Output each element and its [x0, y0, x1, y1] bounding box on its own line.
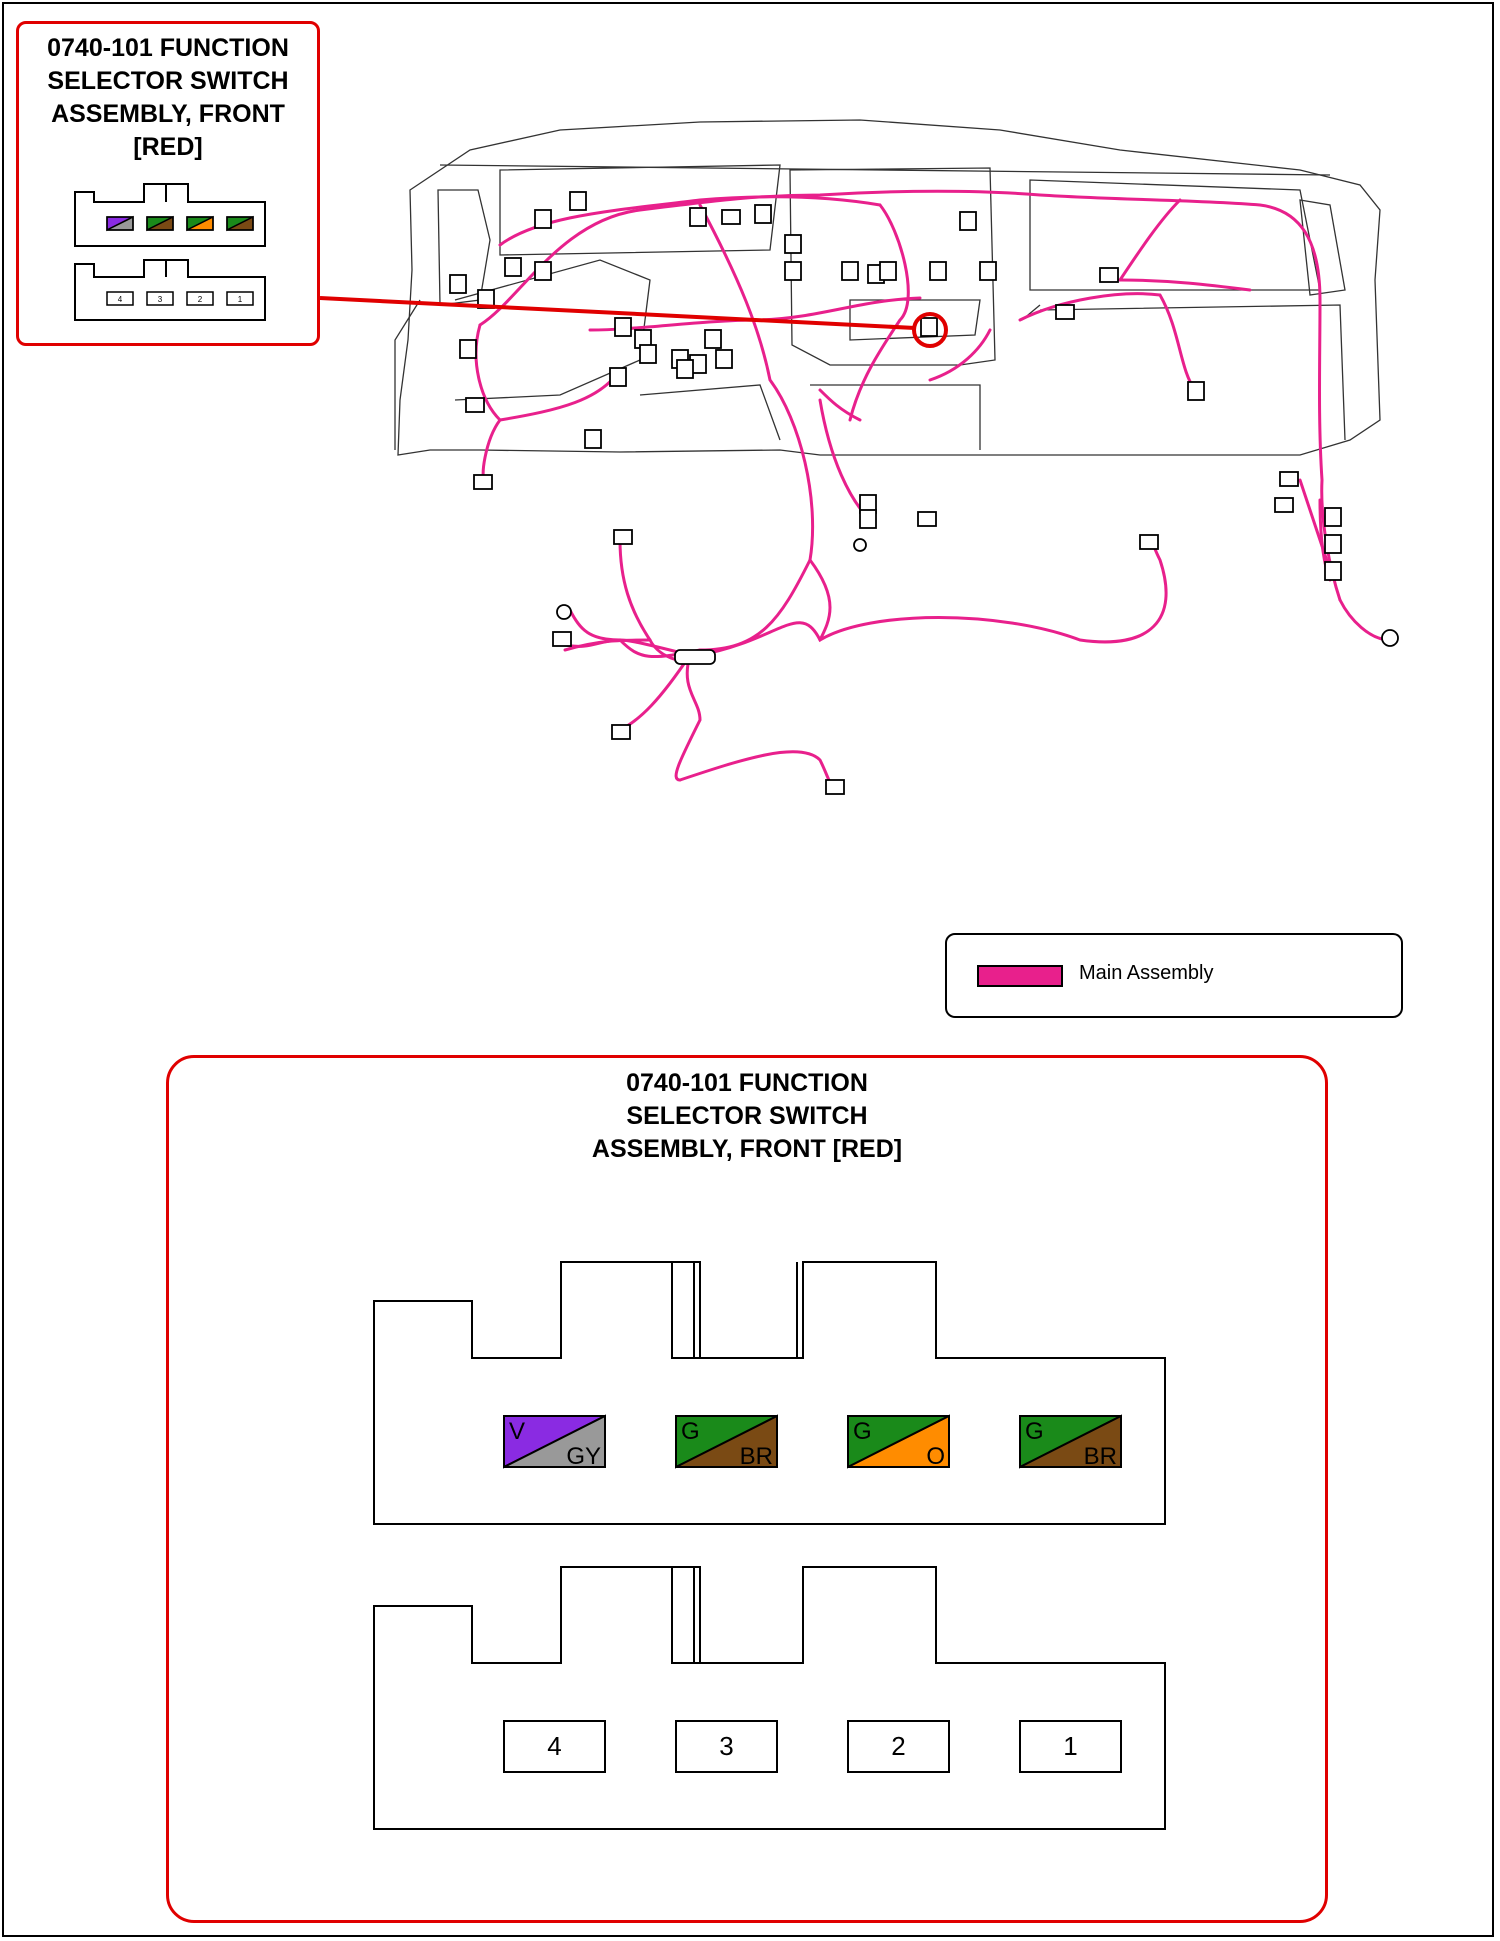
- title-line: [RED]: [133, 133, 203, 161]
- terminal-4-wire-colors: [504, 1416, 605, 1470]
- wire-code-primary: G: [681, 1417, 700, 1445]
- pin-number: 4: [117, 295, 123, 305]
- legend-label: Main Assembly: [1079, 962, 1214, 984]
- main-assembly-wires: [476, 191, 1390, 790]
- terminal-2-wire-colors: [848, 1416, 949, 1470]
- wire-code-secondary: BR: [1083, 1443, 1117, 1470]
- title-line: ASSEMBLY, FRONT: [51, 100, 285, 128]
- pin-number: 1: [237, 295, 243, 305]
- harness-grommet: [557, 539, 1398, 664]
- pin-3: [676, 1721, 777, 1772]
- wire-code-secondary: O: [926, 1443, 945, 1470]
- pin-4: [107, 292, 133, 305]
- mini-connector-diagram: [19, 24, 323, 349]
- legend-swatch-main-assembly: [977, 965, 1063, 987]
- connector-detail-diagram: [169, 1058, 1331, 1926]
- title-line: SELECTOR SWITCH: [47, 67, 289, 95]
- title-line: SELECTOR SWITCH: [626, 1102, 868, 1130]
- terminal-3-wire-colors: [676, 1416, 777, 1470]
- pin-2: [187, 292, 213, 305]
- pin-1: [227, 292, 253, 305]
- pin-number: 3: [157, 295, 163, 305]
- terminal-3-wire-colors: [147, 217, 173, 230]
- terminal-1-wire-colors: [1020, 1416, 1121, 1470]
- pin-number: 3: [719, 1731, 734, 1762]
- title-line: 0740-101 FUNCTION: [626, 1069, 868, 1097]
- terminal-4-wire-colors: [107, 217, 133, 230]
- legend: [945, 933, 1403, 1018]
- wire-code-primary: G: [1025, 1417, 1044, 1445]
- pin-number: 2: [891, 1731, 906, 1762]
- pin-2: [848, 1721, 949, 1772]
- title-line: 0740-101 FUNCTION: [47, 34, 289, 62]
- pin-number: 1: [1063, 1731, 1078, 1762]
- pin-4: [504, 1721, 605, 1772]
- harness-connectors: [450, 192, 1341, 794]
- terminal-1-wire-colors: [227, 217, 253, 230]
- wire-code-primary: V: [509, 1417, 526, 1445]
- wire-code-primary: G: [853, 1417, 872, 1445]
- pin-number: 4: [547, 1731, 562, 1762]
- pin-1: [1020, 1721, 1121, 1772]
- callout-small: [16, 21, 320, 346]
- wire-code-secondary: BR: [739, 1443, 773, 1470]
- wire-code-secondary: GY: [566, 1443, 601, 1470]
- pin-number: 2: [197, 295, 203, 305]
- title-line: ASSEMBLY, FRONT [RED]: [591, 1135, 903, 1163]
- callout-large: [166, 1055, 1328, 1923]
- terminal-2-wire-colors: [187, 217, 213, 230]
- pin-3: [147, 292, 173, 305]
